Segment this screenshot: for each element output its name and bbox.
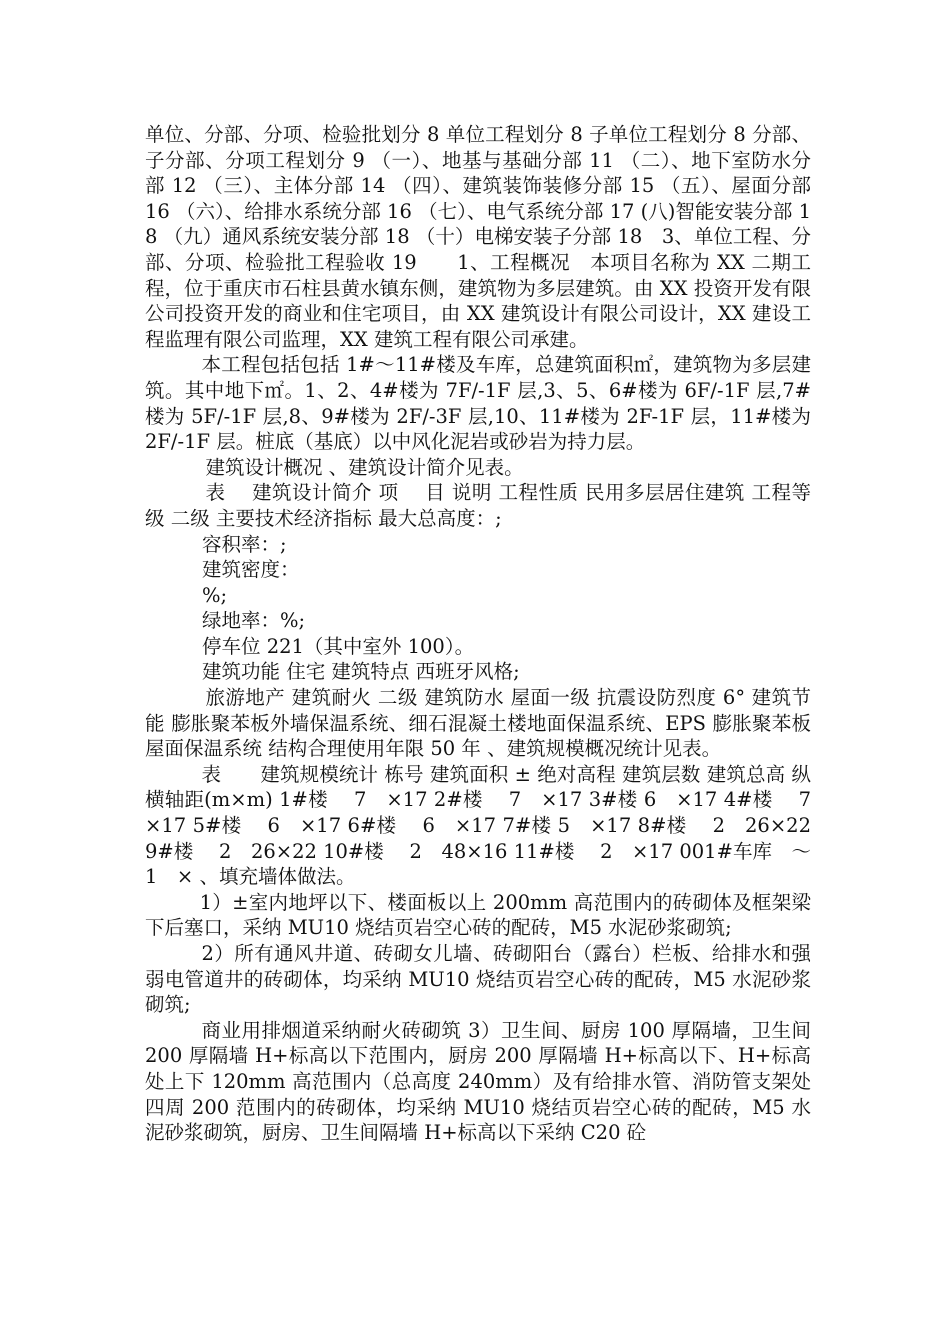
document-body xyxy=(145,122,831,1146)
paragraph-design-table: 表 建筑设计简介 项 目 说明 工程性质 民用多层居住建筑 工程等级 二级 主要技术经济指标 最大总高度：; xyxy=(145,481,811,530)
paragraph-percent: %; xyxy=(202,583,228,607)
paragraph-parking: 停车位 221（其中室外 100）。 xyxy=(202,634,475,658)
paragraph-green-ratio: 绿地率：%; xyxy=(202,609,306,633)
paragraph-tourism-estate: 旅游地产 建筑耐火 二级 建筑防水 屋面一级 抗震设防烈度 6° 建筑节能 膨胀聚苯板外墙保温系统、细石混凝土楼地面保温系统、EPS 膨胀聚苯板屋面保温系统 结构合理使用年限 50 年 、建筑规模概况统计见表。 xyxy=(145,686,811,761)
paragraph-wall-item-1: 1）±室内地坪以下、楼面板以上 200mm 高范围内的砖砌体及框架梁下后塞口，采纳 MU10 烧结页岩空心砖的配砖，M5 水泥砂浆砌筑; xyxy=(145,890,811,940)
paragraph-building-density: 建筑密度： xyxy=(202,558,300,582)
paragraph-building-function: 建筑功能 住宅 建筑特点 西班牙风格; xyxy=(202,660,520,684)
paragraph-building-scope: 本工程包括包括 1#～11#楼及车库，总建筑面积㎡，建筑物为多层建筑。其中地下㎡。1、2、4#楼为 7F/-1F 层,3、5、6#楼为 6F/-1F 层,7#楼为 5F/-1F 层,8、9#楼为 2F/-3F 层,10、11#楼为 2F-1F 层，11#楼为 2F/-1F 层。桩底（基底）以中风化泥岩或砂岩为持力层。 xyxy=(145,353,818,454)
paragraph-plot-ratio: 容积率：; xyxy=(202,532,287,556)
paragraph-contents-and-overview: 单位、分部、分项、检验批划分 8 单位工程划分 8 子单位工程划分 8 分部、子分部、分项工程划分 9 （一）、地基与基础分部 11 （二）、地下室防水分部 12 （三）、主体分部 14 （四）、建筑装饰装修分部 15 （五）、屋面分部 16 （六）、给排水系统分部 16 （七）、电气系统分部 17 (八)智能安装分部 18 （九）通风系统安装分部 18 （十）电梯安装子分部 18 3、单位工程、分部、分项、检验批工程验收 19 1、工程概况 本项目名称为 XX 二期工程，位于重庆市石柱县黄水镇东侧，建筑物为多层建筑。由 XX 投资开发有限公司投资开发的商业和住宅项目，由 XX 建筑设计有限公司设计，XX 建设工程监理有限公司监理，XX 建筑工程有限公司承建。 xyxy=(145,123,818,351)
paragraph-scale-table: 表 建筑规模统计 栋号 建筑面积 ± 绝对高程 建筑层数 建筑总高 纵横轴距(m×m) 1#楼 7 ×17 2#楼 7 ×17 3#楼 6 ×17 4#楼 7 ×17 5#楼 6 ×17 6#楼 6 ×17 7#楼 5 ×17 8#楼 2 26×22 9#楼 2 26×22 10#楼 2 48×16 11#楼 2 ×17 001#车库 ～ 1 × 、填充墙体做法。 xyxy=(145,762,831,889)
paragraph-wall-item-2: 2）所有通风井道、砖砌女儿墙、砖砌阳台（露台）栏板、给排水和强弱电管道井的砖砌体，均采纳 MU10 烧结页岩空心砖的配砖，M5 水泥砂浆砌筑; xyxy=(145,942,811,1017)
paragraph-design-overview: 建筑设计概况 、建筑设计简介见表。 xyxy=(205,455,524,479)
paragraph-wall-item-3: 商业用排烟道采纳耐火砖砌筑 3）卫生间、厨房 100 厚隔墙，卫生间 200 厚隔墙 H+标高以下范围内，厨房 200 厚隔墙 H+标高以下、H+标高处上下 120mm 高范围内（总高度 240mm）及有给排水管、消防管支架处四周 200 范围内的砖砌体，均采纳 MU10 烧结页岩空心砖的配砖，M5 水泥砂浆砌筑，厨房、卫生间隔墙 H+标高以下采纳 C20 砼 xyxy=(145,1018,818,1145)
